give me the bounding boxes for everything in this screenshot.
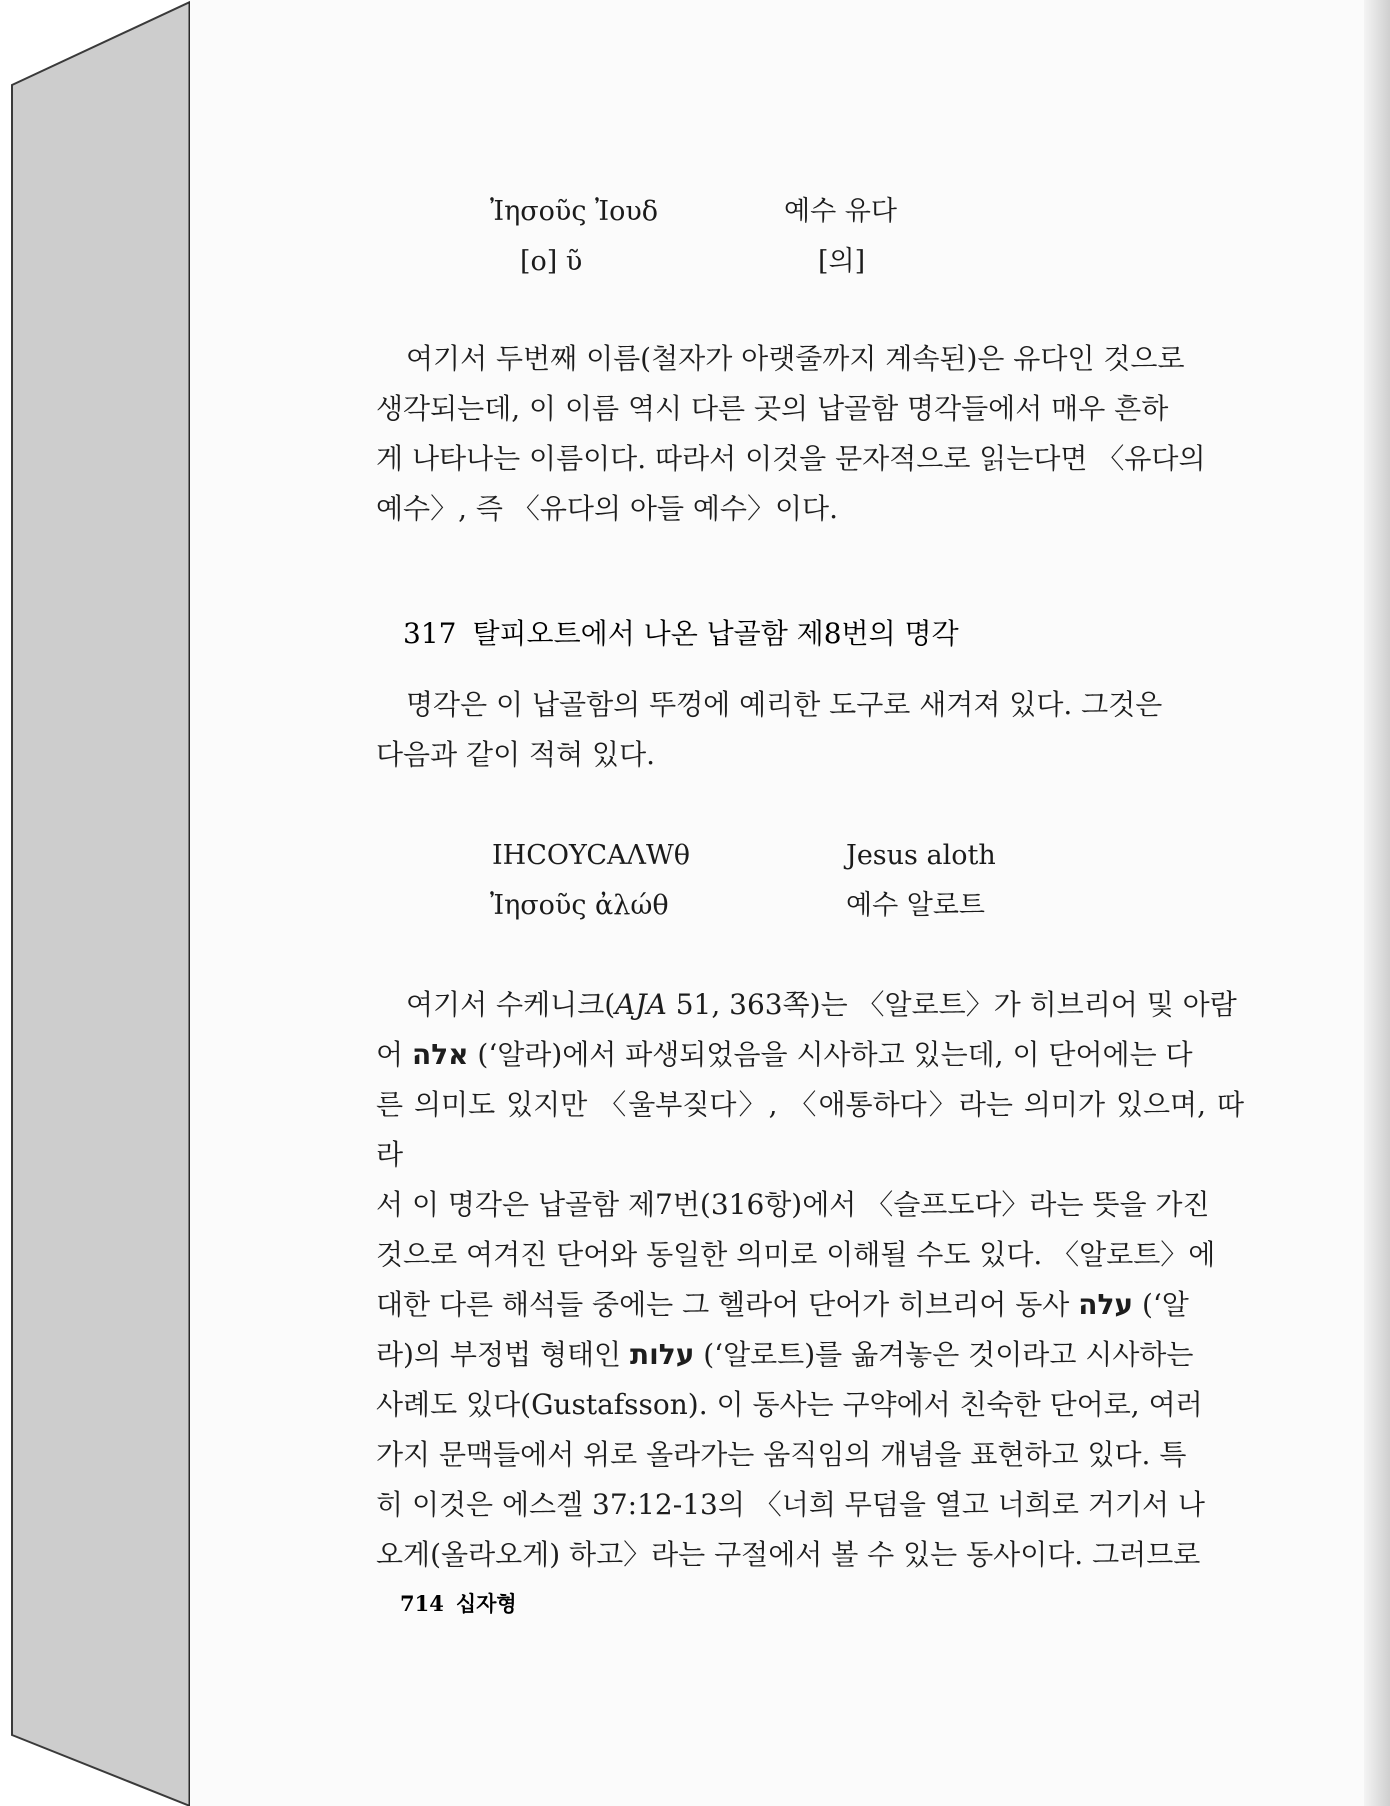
text-run: 대한 다른 해석들 중에는 그 헬라어 단어가 히브리어 동사 xyxy=(376,1288,1079,1321)
paragraph-line: 른 의미도 있지만 〈울부짖다〉, 〈애통하다〉라는 의미가 있으며, 따라 xyxy=(376,1088,1244,1171)
paragraph-3 xyxy=(376,980,1244,1580)
greek-name-line: Ἰησοῦς Ἰουδ xyxy=(490,196,659,227)
paragraph-line xyxy=(376,980,1244,1030)
page-number: 714 xyxy=(400,1591,444,1616)
book-spine xyxy=(0,0,200,1806)
text-run: 51, 363쪽)는 〈알로트〉가 히브리어 및 아람 xyxy=(666,988,1237,1021)
paragraph-line xyxy=(376,1030,1244,1080)
latin-transliteration: Jesus aloth xyxy=(846,840,996,871)
paragraph-line: 명각은 이 납골함의 뚜껑에 예리한 도구로 새겨져 있다. 그것은 xyxy=(406,688,1163,721)
greek-suffix-line: [ο] ῦ xyxy=(520,246,583,277)
inscription-uncial: IHCOYCAΛWθ xyxy=(492,840,691,871)
paragraph-line: 게 나타나는 이름이다. 따라서 이것을 문자적으로 읽는다면 〈유다의 xyxy=(376,442,1206,475)
text-run: (‘알로트)를 옮겨놓은 것이라고 시사하는 xyxy=(694,1338,1194,1371)
paragraph-line xyxy=(376,1280,1244,1330)
text-run: (‘알 xyxy=(1133,1288,1189,1321)
text-run: 여기서 수케니크( xyxy=(406,988,616,1021)
text-run: (‘알라)에서 파생되었음을 시사하고 있는데, 이 단어에는 다 xyxy=(468,1038,1193,1071)
paragraph-line: 다음과 같이 적혀 있다. xyxy=(376,738,656,771)
journal-abbrev: AJA xyxy=(615,988,667,1021)
korean-transliteration: 예수 알로트 xyxy=(846,890,985,921)
paragraph-line: 것으로 여겨진 단어와 동일한 의미로 이해될 수도 있다. 〈알로트〉에 xyxy=(376,1238,1216,1271)
running-title: 십자형 xyxy=(455,1591,517,1616)
paragraph-line: 예수〉, 즉 〈유다의 아들 예수〉이다. xyxy=(376,492,838,525)
hebrew-word: עלות xyxy=(630,1338,695,1371)
korean-suffix-line: [의] xyxy=(818,246,866,277)
section-title: 탈피오트에서 나온 납골함 제8번의 명각 xyxy=(472,617,959,650)
paragraph-line: 생각되는데, 이 이름 역시 다른 곳의 납골함 명각들에서 매우 흔하 xyxy=(376,392,1169,425)
hebrew-word: עלה xyxy=(1078,1288,1134,1321)
paragraph-1 xyxy=(376,334,1244,534)
paragraph-line: 사례도 있다(Gustafsson). 이 동사는 구약에서 친숙한 단어로, 여러 xyxy=(376,1388,1203,1421)
paragraph-line: 오게(올라오게) 하고〉라는 구절에서 볼 수 있는 동사이다. 그러므로 xyxy=(376,1538,1201,1571)
paragraph-line: 히 이것은 에스겔 37:12-13의 〈너희 무덤을 열고 너희로 거기서 나 xyxy=(376,1488,1205,1521)
text-run: 어 xyxy=(376,1038,412,1071)
paragraph-2 xyxy=(376,680,1244,780)
paragraph-line: 여기서 두번째 이름(철자가 아랫줄까지 계속된)은 유다인 것으로 xyxy=(406,342,1185,375)
section-heading xyxy=(403,614,959,654)
paragraph-line: 서 이 명각은 납골함 제7번(316항)에서 〈슬프도다〉라는 뜻을 가진 xyxy=(376,1188,1210,1221)
paragraph-line xyxy=(376,1330,1244,1380)
section-number: 317 xyxy=(403,617,457,650)
greek-transliteration: Ἰησοῦς ἀλώθ xyxy=(490,890,669,921)
text-run: 라)의 부정법 형태인 xyxy=(376,1338,631,1371)
page-footer xyxy=(400,1588,517,1618)
spine-face xyxy=(12,2,190,1806)
hebrew-word: אלה xyxy=(411,1038,469,1071)
paragraph-line: 가지 문맥들에서 위로 올라가는 움직임의 개념을 표현하고 있다. 특 xyxy=(376,1438,1187,1471)
page-edge-shadow xyxy=(1364,0,1390,1806)
korean-name-line: 예수 유다 xyxy=(784,196,897,227)
